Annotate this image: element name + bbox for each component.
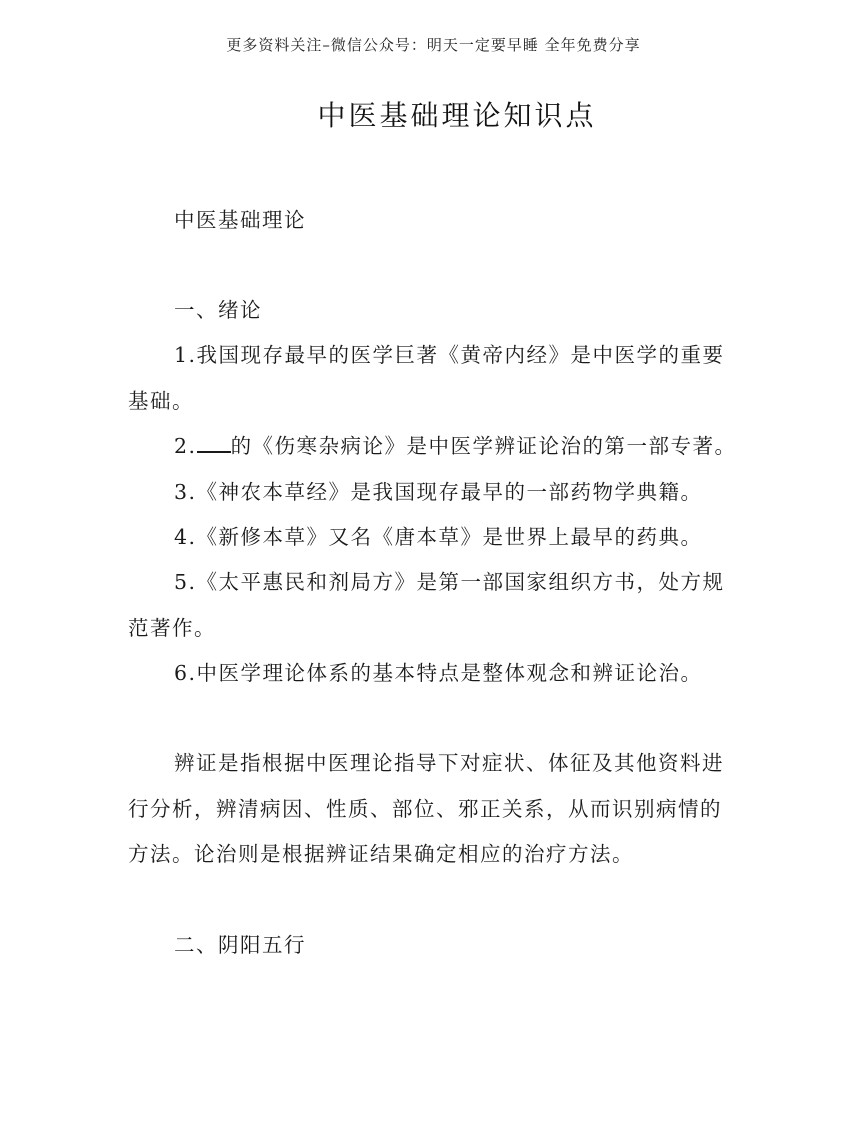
chapter-two-heading: 二、阴阳五行 (174, 933, 306, 957)
item-6: 6.中医学理论体系的基本特点是整体观念和辨证论治。 (174, 661, 703, 685)
item-4: 4.《新修本草》又名《唐本草》是世界上最早的药典。 (174, 525, 703, 549)
explanation-line-3: 方法。论治则是根据辨证结果确定相应的治疗方法。 (128, 842, 634, 866)
header-note: 更多资料关注–微信公众号：明天一定要早睡 全年免费分享 (226, 36, 641, 54)
document-title: 中医基础理论知识点 (317, 99, 597, 132)
item-3: 3.《神农本草经》是我国现存最早的一部药物学典籍。 (174, 480, 703, 504)
item-2-text: 的《伤寒杂病论》是中医学辨证论治的第一部专著。 (230, 434, 737, 458)
item-2-number: 2. (174, 434, 197, 458)
section-heading: 中医基础理论 (174, 208, 306, 232)
item-1-line-2: 基础。 (128, 389, 194, 413)
chapter-one-heading: 一、绪论 (174, 298, 262, 322)
fill-in-blank (197, 433, 231, 453)
item-5-line-1: 5.《太平惠民和剂局方》是第一部国家组织方书，处方规 (174, 570, 725, 594)
item-2 (174, 429, 737, 459)
item-5-line-2: 范著作。 (128, 616, 216, 640)
explanation-line-2: 行分析，辨清病因、性质、部位、邪正关系，从而识别病情的 (128, 797, 722, 821)
item-1-line-1: 1.我国现存最早的医学巨著《黄帝内经》是中医学的重要 (174, 343, 725, 367)
explanation-line-1: 辨证是指根据中医理论指导下对症状、体征及其他资料进 (174, 751, 724, 775)
